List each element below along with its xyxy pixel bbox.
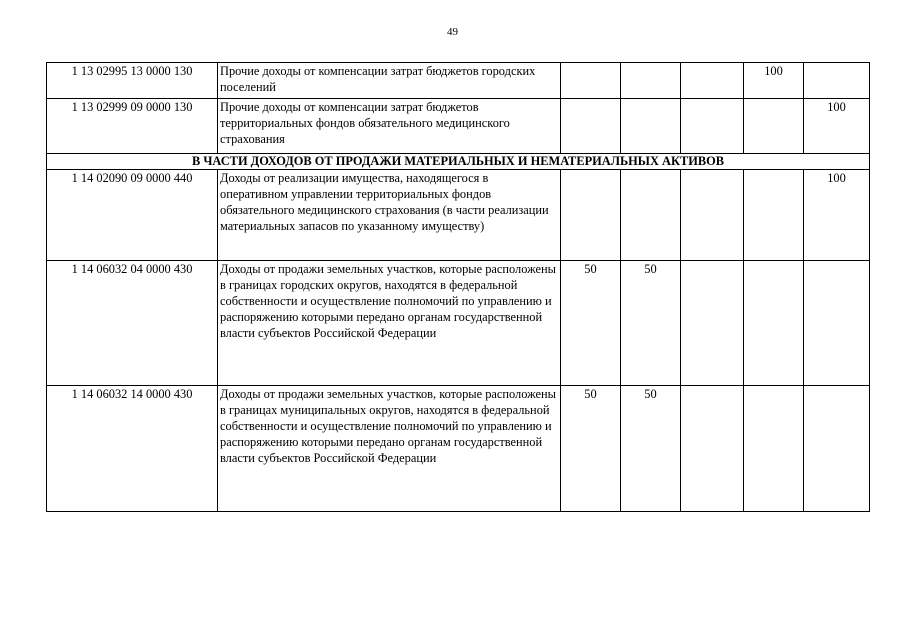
- share-cell: 100: [804, 99, 870, 154]
- table-row: [47, 170, 870, 261]
- share-cell: [681, 99, 744, 154]
- share-cell: [681, 261, 744, 386]
- table-row: [47, 261, 870, 386]
- share-cell: [621, 99, 681, 154]
- share-cell: 100: [804, 170, 870, 261]
- budget-code-cell: 1 14 06032 14 0000 430: [47, 386, 218, 512]
- share-cell: [561, 170, 621, 261]
- revenue-name-cell: Прочие доходы от компенсации затрат бюджетов городских поселений: [218, 63, 561, 99]
- share-cell: 100: [744, 63, 804, 99]
- share-cell: [621, 63, 681, 99]
- section-header: В ЧАСТИ ДОХОДОВ ОТ ПРОДАЖИ МАТЕРИАЛЬНЫХ И НЕМАТЕРИАЛЬНЫХ АКТИВОВ: [47, 154, 870, 170]
- share-cell: [561, 63, 621, 99]
- budget-code-cell: 1 14 06032 04 0000 430: [47, 261, 218, 386]
- section-header-row: [47, 154, 870, 170]
- share-cell: [744, 261, 804, 386]
- budget-code-cell: 1 14 02090 09 0000 440: [47, 170, 218, 261]
- share-cell: [621, 170, 681, 261]
- share-cell: 50: [561, 386, 621, 512]
- table-row: [47, 99, 870, 154]
- share-cell: [804, 261, 870, 386]
- table-row: [47, 63, 870, 99]
- budget-code-cell: 1 13 02995 13 0000 130: [47, 63, 218, 99]
- revenue-distribution-table: [46, 62, 870, 512]
- share-cell: [681, 386, 744, 512]
- share-cell: [804, 386, 870, 512]
- budget-code-cell: 1 13 02999 09 0000 130: [47, 99, 218, 154]
- page-number: 49: [447, 26, 458, 38]
- revenue-name-cell: Прочие доходы от компенсации затрат бюджетов территориальных фондов обязательного медицинского страхования: [218, 99, 561, 154]
- revenue-name-cell: Доходы от продажи земельных участков, которые расположены в границах городских округов, находятся в федеральной собственности и осуществление полномочий по управлению и распоряжению которыми передано органам государственной власти субъектов Российской Федерации: [218, 261, 561, 386]
- share-cell: [681, 63, 744, 99]
- share-cell: [804, 63, 870, 99]
- share-cell: [744, 386, 804, 512]
- share-cell: [681, 170, 744, 261]
- share-cell: [744, 170, 804, 261]
- table-row: [47, 386, 870, 512]
- share-cell: 50: [621, 386, 681, 512]
- share-cell: 50: [621, 261, 681, 386]
- share-cell: [744, 99, 804, 154]
- share-cell: [561, 99, 621, 154]
- revenue-name-cell: Доходы от продажи земельных участков, которые расположены в границах муниципальных округов, находятся в федеральной собственности и осуществление полномочий по управлению и распоряжению которыми передано органам государственной власти субъектов Российской Федерации: [218, 386, 561, 512]
- revenue-name-cell: Доходы от реализации имущества, находящегося в оперативном управлении территориальных фондов обязательного медицинского страхования (в части реализации материальных запасов по указанному имуществу): [218, 170, 561, 261]
- share-cell: 50: [561, 261, 621, 386]
